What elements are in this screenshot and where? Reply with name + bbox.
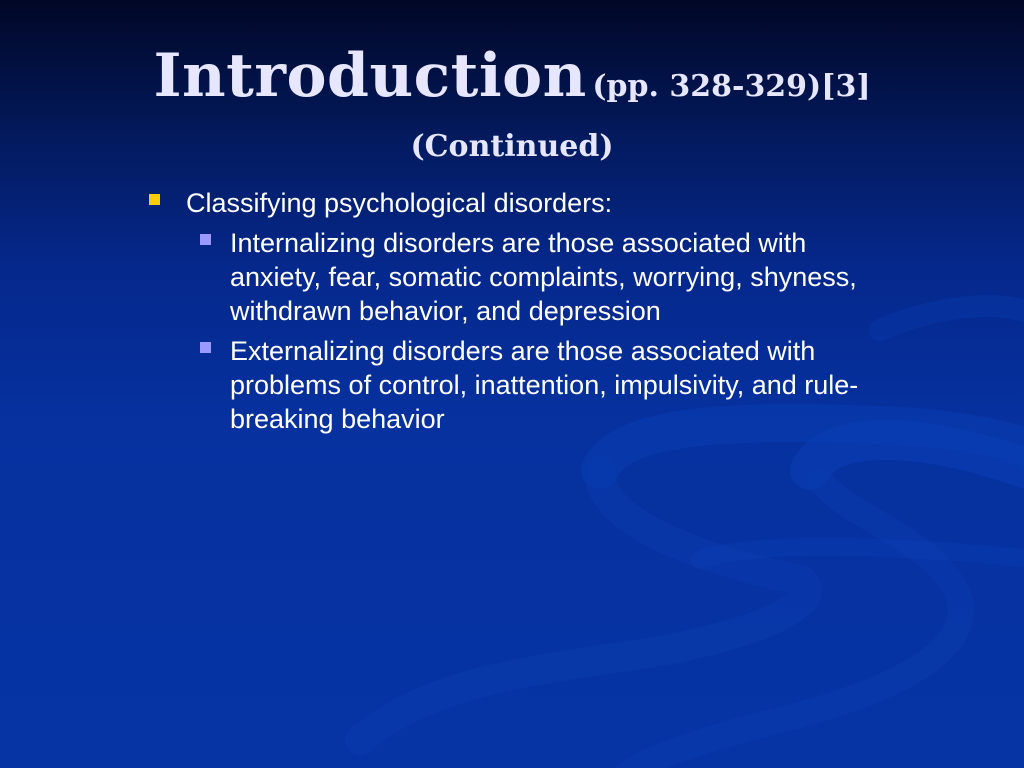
bullet-level2-externalizing <box>230 334 920 436</box>
bullet-line: withdrawn behavior, and depression <box>230 296 661 326</box>
bullet-line: breaking behavior <box>230 404 445 434</box>
square-bullet-icon <box>149 194 160 205</box>
bullet-level1: Classifying psychological disorders: <box>186 188 613 218</box>
bullet-line: problems of control, inattention, impulsivity, and rule- <box>230 370 859 400</box>
bullet-level2-internalizing <box>230 226 920 328</box>
bullet-line: Externalizing disorders are those associated with <box>230 336 816 366</box>
square-bullet-icon <box>200 234 211 245</box>
bullet-line: Internalizing disorders are those associated with <box>230 228 807 258</box>
title-main: Introduction <box>153 41 587 111</box>
title-page-reference: (pp. 328-329)[3] <box>592 69 871 104</box>
title-continued: (Continued) <box>410 129 614 164</box>
bullet-line: anxiety, fear, somatic complaints, worrying, shyness, <box>230 262 857 292</box>
square-bullet-icon <box>200 342 211 353</box>
